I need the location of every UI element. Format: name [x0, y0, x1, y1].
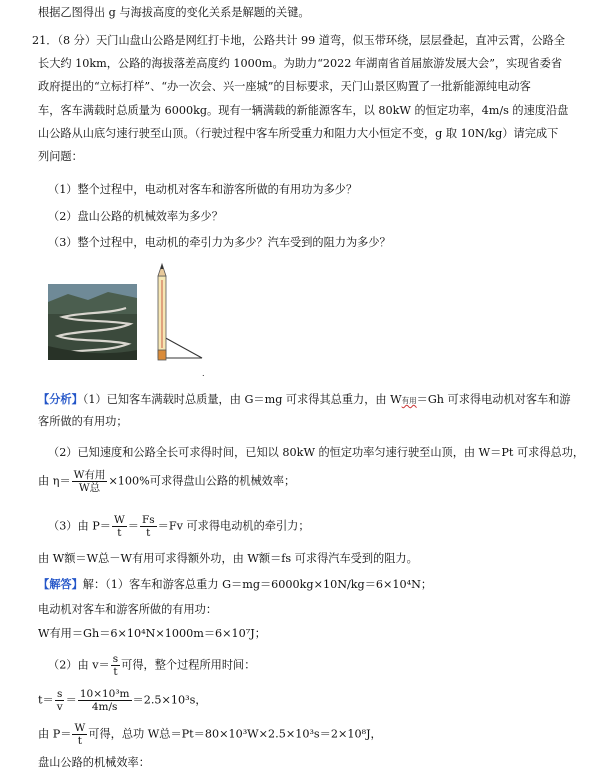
sub-question-2: （2）盘山公路的机械效率为多少？: [48, 210, 223, 223]
line-0: 根据乙图得出 g 与海拔高度的变化关系是解题的关键。: [38, 6, 310, 19]
analysis-line-1: 【分析】（1）已知客车满载时总质量，由 G＝mg 可求得其总重力，由 W有用＝Gh 可求得电动机对客车和游: [38, 392, 571, 406]
question-text: 天门山盘山公路是网红打卡地，公路共计 99 道弯，似玉带环绕，层层叠起，直冲云霄，公路全: [96, 34, 565, 47]
sub-question-1: （1）整个过程中，电动机对客车和游客所做的有用功为多少？: [48, 183, 358, 196]
question-line-5: 山公路从山底匀速行驶至山顶。（行驶过程中客车所受重力和阻力大小恒定不变，g 取 10N/kg）请完成下: [38, 127, 559, 140]
sub-question-3: （3）整个过程中，电动机的牵引力为多少？汽车受到的阻力为多少？: [48, 236, 391, 249]
question-line-6: 列问题：: [38, 150, 83, 163]
analysis-line-4: 由 η＝ $\frac{\text{W有用}}{\text{W总}}$ ×100%可求得盘山公路的机械效率；: [38, 469, 296, 494]
analysis-line-6: 由 W额＝W总－W有用可求得额外功，由 W额＝fs 可求得汽车受到的阻力。: [38, 552, 418, 565]
mountain-road-photo: [48, 284, 137, 360]
figure-caption-mark: .: [202, 369, 205, 378]
power-fraction-2: $\frac{Fs}{t}$: [141, 514, 155, 539]
question-number: 21．（8 分）: [32, 34, 97, 47]
work-fraction: $\frac{W}{t}$: [74, 722, 86, 747]
solution-line-3: W有用＝Gh＝6×10⁴N×1000m＝6×10⁷J；: [38, 627, 266, 640]
analysis-line-2: 客所做的有用功；: [38, 415, 128, 428]
solution-line-6: 由 P＝ $\frac{W}{t}$ 可得，总功 W总＝Pt＝80×10³W×2.5×10³s＝2×10⁸J，: [38, 722, 382, 747]
speed-fraction: $\frac{s}{t}$: [112, 653, 119, 678]
power-fraction-1: $\frac{W}{t}$: [113, 514, 125, 539]
solution-line-4: （2）由 v＝ $\frac{s}{t}$ 可得，整个过程所用时间：: [48, 653, 256, 678]
solution-line-1: 【解答】解：（1）客车和游客总重力 G＝mg＝6000kg×10N/kg＝6×10⁴N；: [38, 577, 433, 591]
solution-tag: 【解答】: [38, 577, 83, 591]
question-line-4: 车，客车满载时总质量为 6000kg。现有一辆满载的新能源客车，以 80kW 的恒定功率，4m/s 的速度沿盘: [38, 104, 569, 117]
time-fraction-2: $\frac{\text{10×10³m}}{4m/s}$: [79, 688, 130, 713]
time-fraction-1: $\frac{s}{v}$: [56, 688, 63, 713]
analysis-line-5: （3）由 P＝ $\frac{W}{t}$ ＝ $\frac{Fs}{t}$ ＝Fv 可求得电动机的牵引力；: [48, 514, 310, 539]
pencil-incline-diagram: [148, 262, 208, 370]
question-line-2: 长大约 10km，公路的海拔落差高度约 1000m。为助力“2022 年湖南省首届旅游发展大会”，实现省委省: [38, 57, 563, 70]
solution-line-5: t＝ $\frac{s}{v}$ ＝ $\frac{\text{10×10³m}}{4m/s}$ ＝2.5×10³s，: [38, 688, 207, 713]
solution-line-2: 电动机对客车和游客所做的有用功：: [38, 603, 218, 616]
question-line-3: 政府提出的“立标打样”、“办一次会、兴一座城”的目标要求，天门山景区购置了一批新能源纯电动客: [38, 80, 531, 93]
analysis-line-3: （2）已知速度和公路全长可求得时间，已知以 80kW 的恒定功率匀速行驶至山顶，由 W＝Pt 可求得总功，: [48, 446, 585, 459]
solution-line-7: 盘山公路的机械效率：: [38, 756, 150, 769]
efficiency-fraction: $\frac{\text{W有用}}{\text{W总}}$: [73, 469, 106, 494]
question-title-line: [32, 34, 565, 48]
analysis-tag: 【分析】: [38, 392, 83, 406]
